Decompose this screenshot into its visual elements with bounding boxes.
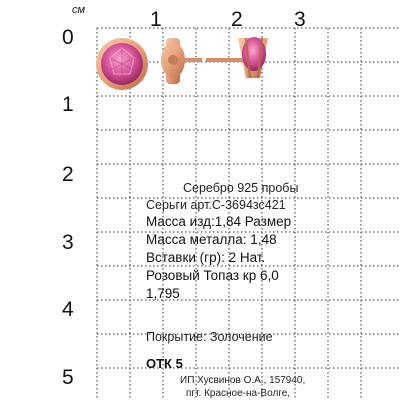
- left-tick-2: 2: [62, 163, 74, 186]
- unit-label: см: [72, 4, 86, 16]
- tag-line-seller: ИП Хусвинов О.А., 157940,: [180, 375, 306, 386]
- stud-earring-side-icon: [206, 37, 268, 78]
- tag-line-coating: Покрытие: Золочение: [146, 330, 273, 344]
- tag-line-address: пгт. Красное-на-Волге,: [186, 388, 291, 399]
- earring-clutch-icon: [161, 38, 202, 84]
- top-tick-1: 1: [150, 8, 162, 31]
- tag-line-silver: Серебро 925 пробы: [183, 181, 299, 195]
- tag-line-topaz: Розовый Топаз кр 6,0: [146, 268, 279, 283]
- tag-line-metal-mass: Масса металла: 1,48: [146, 232, 277, 247]
- left-tick-0: 0: [62, 26, 74, 49]
- stud-earring-front-icon: [96, 38, 148, 90]
- left-tick-4: 4: [62, 298, 74, 321]
- tag-line-mass: Масса изд:1,84 Размер: [146, 214, 292, 229]
- tag-line-article: Серьги арт.С-3694зс421: [146, 198, 286, 212]
- tag-line-weight: 1,795: [146, 286, 180, 301]
- top-tick-2: 2: [231, 8, 243, 31]
- left-tick-5: 5: [62, 366, 74, 389]
- earrings-photo: [88, 28, 308, 108]
- tag-line-otk: ОТК 5: [146, 356, 183, 371]
- tag-line-inserts: Вставки (гр): 2 Нат.: [146, 250, 266, 265]
- left-tick-3: 3: [62, 231, 74, 254]
- top-tick-3: 3: [294, 8, 306, 31]
- left-tick-1: 1: [62, 93, 74, 116]
